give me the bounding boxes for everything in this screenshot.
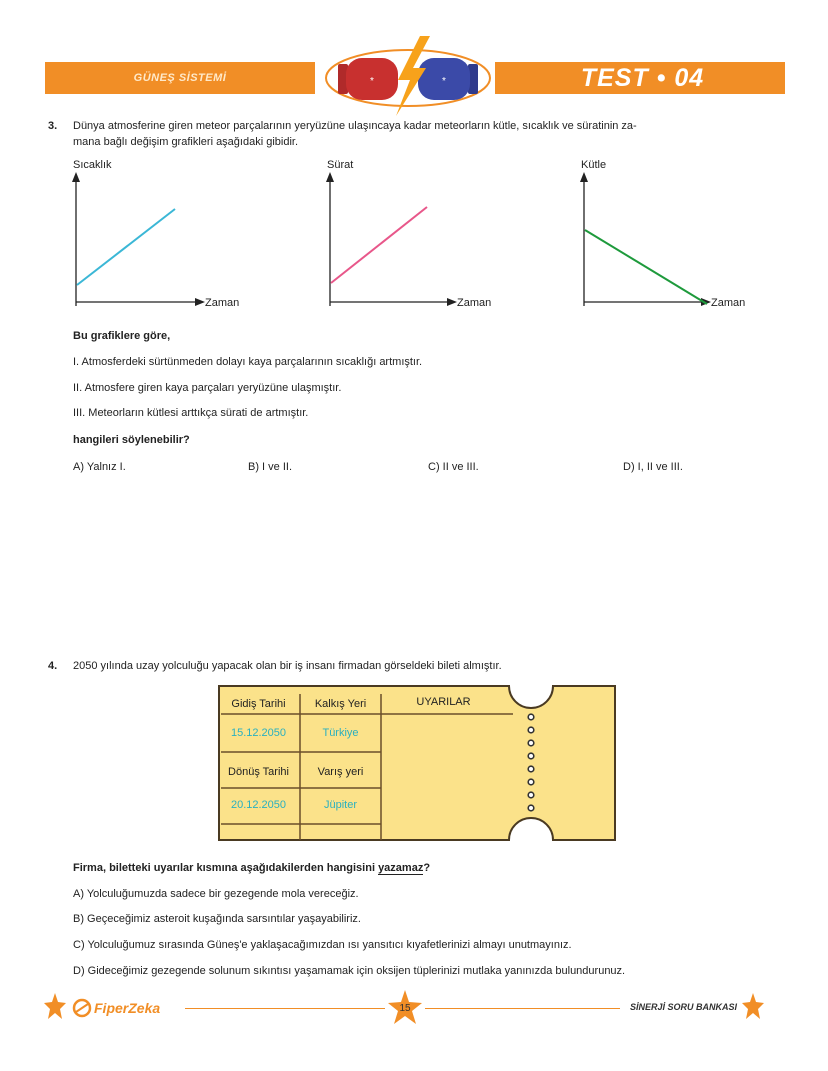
graph-temperature bbox=[65, 158, 265, 313]
q4-number: 4. bbox=[48, 660, 58, 672]
footer-rule-left bbox=[185, 1008, 385, 1009]
statement-1: I. Atmosferdeki sürtünmeden dolayı kaya parçalarının sıcaklığı artmıştır. bbox=[73, 356, 423, 368]
brand-logo-icon bbox=[72, 998, 92, 1018]
ticket-departure-place-label: Kalkış Yeri bbox=[314, 698, 367, 710]
test-title: TEST • 04 bbox=[580, 64, 705, 92]
q3-option-d[interactable]: D) I, II ve III. bbox=[623, 461, 683, 473]
q3-option-b[interactable]: B) I ve II. bbox=[248, 461, 293, 473]
q3-lead: Bu grafiklere göre, bbox=[73, 330, 171, 342]
ticket-arrival-place: Jüpiter bbox=[323, 799, 358, 811]
graph-speed bbox=[319, 158, 519, 313]
graph-xlabel: Zaman bbox=[711, 297, 746, 309]
statement-3: III. Meteorların kütlesi arttıkça sürati de artmıştır. bbox=[73, 407, 309, 419]
graph-ylabel: Kütle bbox=[581, 159, 607, 171]
ticket-warnings-label: UYARILAR bbox=[416, 696, 471, 708]
temperature-line bbox=[77, 209, 175, 285]
star-icon bbox=[44, 993, 66, 1019]
ticket-arrival-place-label: Varış yeri bbox=[317, 766, 364, 778]
star-icon bbox=[742, 993, 764, 1019]
ticket-return-date-label: Dönüş Tarihi bbox=[228, 766, 289, 778]
page-number: 15 bbox=[399, 1003, 411, 1014]
q3-text-1: Dünya atmosferine giren meteor parçalarının yeryüzüne ulaşıncaya kadar meteorların kütle, sıcaklık ve süratinin za- bbox=[73, 120, 637, 132]
ticket-departure-date-label: Gidiş Tarihi bbox=[231, 698, 286, 710]
q4-option-d[interactable]: D) Gideceğimiz gezegende solunum sıkıntısı yaşamamak için oksijen tüplerinizi mutlaka yanınızda bulundurunuz. bbox=[73, 965, 626, 977]
graph-ylabel: Sıcaklık bbox=[73, 159, 112, 171]
ticket bbox=[217, 684, 617, 842]
graph-ylabel: Sürat bbox=[327, 159, 354, 171]
graph-mass bbox=[573, 158, 783, 313]
q4-prompt-emphasis: yazamaz bbox=[378, 862, 424, 874]
q4-prompt bbox=[73, 861, 430, 875]
ticket-departure-place: Türkiye bbox=[322, 727, 359, 739]
q4-text: 2050 yılında uzay yolculuğu yapacak olan bir iş insanı firmadan görseldeki bileti almıştır. bbox=[73, 660, 502, 672]
series-name: SİNERJİ SORU BANKASI bbox=[630, 1002, 738, 1012]
statement-2: II. Atmosfere giren kaya parçaları yeryüzüne ulaşmıştır. bbox=[73, 382, 342, 394]
q3-number: 3. bbox=[48, 120, 58, 132]
mass-line bbox=[585, 230, 707, 304]
footer-rule-right bbox=[425, 1008, 620, 1009]
svg-text:*: * bbox=[370, 76, 374, 87]
q3-option-a[interactable]: A) Yalnız I. bbox=[73, 461, 126, 473]
ticket-departure-date: 15.12.2050 bbox=[230, 727, 287, 739]
brand-logo: FiperZeka bbox=[94, 1000, 161, 1016]
q3-text-2: mana bağlı değişim grafikleri aşağıdaki gibidir. bbox=[73, 136, 299, 148]
speed-line bbox=[331, 207, 427, 283]
q4-option-a[interactable]: A) Yolculuğumuzda sadece bir gezegende mola vereceğiz. bbox=[73, 888, 359, 900]
graph-xlabel: Zaman bbox=[205, 297, 240, 309]
svg-text:*: * bbox=[442, 76, 446, 87]
q4-option-b[interactable]: B) Geçeceğimiz asteroit kuşağında sarsıntılar yaşayabiliriz. bbox=[73, 913, 361, 925]
q4-prompt-end: ? bbox=[423, 862, 431, 874]
boxing-gloves-icon bbox=[318, 36, 498, 116]
unit-title: GÜNEŞ SİSTEMİ bbox=[133, 72, 227, 84]
ticket-return-date: 20.12.2050 bbox=[230, 799, 287, 811]
q3-prompt: hangileri söylenebilir? bbox=[73, 434, 190, 446]
graph-xlabel: Zaman bbox=[457, 297, 492, 309]
q4-option-c[interactable]: C) Yolculuğumuz sırasında Güneş'e yaklaşacağımızdan ısı yansıtıcı kıyafetlerinizi almayı unutmayınız. bbox=[73, 939, 572, 951]
q4-prompt-text: Firma, biletteki uyarılar kısmına aşağıdakilerden hangisini bbox=[73, 862, 379, 874]
q3-option-c[interactable]: C) II ve III. bbox=[428, 461, 479, 473]
